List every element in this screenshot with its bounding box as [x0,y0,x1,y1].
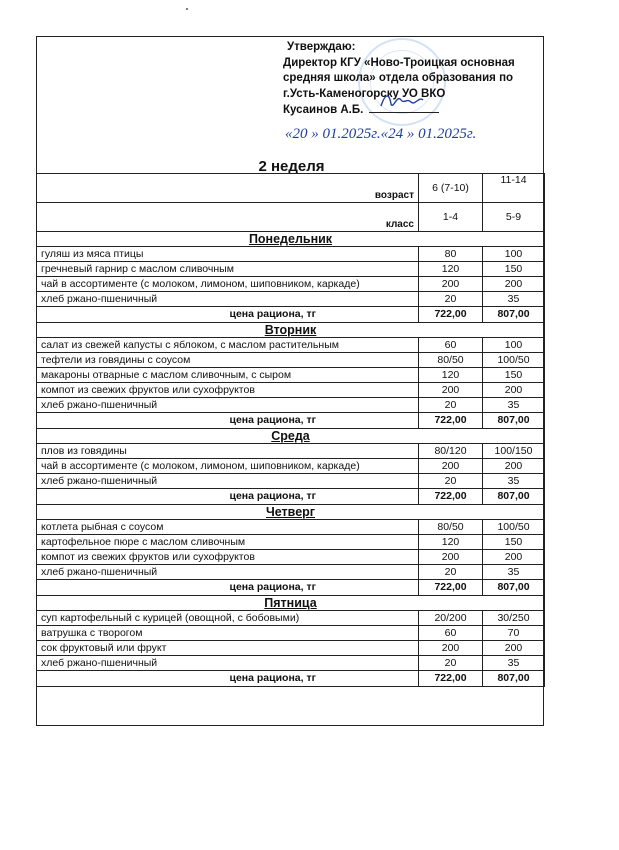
portion-1-4: 20 [419,565,483,580]
table-row [37,641,545,656]
approval-dates: «20 » 01.2025г.«24 » 01.2025г. [285,126,477,142]
day-row [37,596,545,611]
table-row [37,247,545,262]
price-5-9: 807,00 [483,307,545,323]
table-row [37,550,545,565]
age-label: возраст [37,174,419,203]
portion-1-4: 20/200 [419,611,483,626]
day-name: Вторник [37,323,545,338]
portion-5-9: 200 [483,641,545,656]
price-1-4: 722,00 [419,580,483,596]
dish-name: сок фруктовый или фрукт [37,641,419,656]
class-label: класс [37,203,419,232]
approval-block [283,40,515,119]
portion-1-4: 120 [419,535,483,550]
signature-line [369,102,439,113]
approval-signer-row [283,102,515,119]
dish-name: чай в ассортименте (с молоком, лимоном, шиповником, каркаде) [37,459,419,474]
price-label: цена рациона, тг [37,307,419,323]
table-row [37,398,545,413]
portion-1-4: 200 [419,550,483,565]
table-row [37,338,545,353]
dish-name: суп картофельный с курицей (овощной, с бобовыми) [37,611,419,626]
price-5-9: 807,00 [483,580,545,596]
portion-5-9: 70 [483,626,545,641]
portion-1-4: 200 [419,459,483,474]
price-row [37,489,545,505]
class-col-1: 1-4 [419,203,483,232]
table-row [37,459,545,474]
portion-5-9: 200 [483,383,545,398]
portion-5-9: 35 [483,565,545,580]
dish-name: хлеб ржано-пшеничный [37,656,419,671]
portion-5-9: 200 [483,459,545,474]
portion-1-4: 80/120 [419,444,483,459]
price-5-9: 807,00 [483,489,545,505]
price-1-4: 722,00 [419,307,483,323]
dish-name: салат из свежей капусты с яблоком, с маслом растительным [37,338,419,353]
price-label: цена рациона, тг [37,580,419,596]
age-col-1: 6 (7-10) [419,174,483,203]
table-row [37,292,545,307]
table-row [37,383,545,398]
table-row [37,535,545,550]
portion-1-4: 60 [419,626,483,641]
portion-1-4: 200 [419,277,483,292]
portion-5-9: 100 [483,247,545,262]
price-label: цена рациона, тг [37,671,419,687]
portion-5-9: 35 [483,656,545,671]
day-name: Среда [37,429,545,444]
portion-1-4: 60 [419,338,483,353]
portion-1-4: 20 [419,398,483,413]
portion-1-4: 20 [419,292,483,307]
menu-table [36,173,545,687]
portion-5-9: 150 [483,368,545,383]
table-row [37,520,545,535]
day-name: Четверг [37,505,545,520]
price-row [37,671,545,687]
portion-1-4: 200 [419,383,483,398]
dish-name: тефтели из говядины с соусом [37,353,419,368]
age-col-2: 11-14 [483,174,545,203]
portion-5-9: 200 [483,277,545,292]
dish-name: хлеб ржано-пшеничный [37,565,419,580]
portion-5-9: 35 [483,398,545,413]
day-row [37,323,545,338]
portion-5-9: 150 [483,262,545,277]
table-row [37,444,545,459]
dish-name: хлеб ржано-пшеничный [37,474,419,489]
dish-name: хлеб ржано-пшеничный [37,292,419,307]
dish-name: ватрушка с творогом [37,626,419,641]
price-1-4: 722,00 [419,413,483,429]
portion-1-4: 200 [419,641,483,656]
day-name: Понедельник [37,232,545,247]
dish-name: картофельное пюре с маслом сливочным [37,535,419,550]
day-name: Пятница [37,596,545,611]
portion-1-4: 120 [419,262,483,277]
age-header-row [37,174,545,203]
approval-line-1: Утверждаю: [287,41,356,53]
table-row [37,626,545,641]
price-row [37,307,545,323]
approval-line-2: Директор КГУ «Ново-Троицкая основная [283,56,515,69]
portion-1-4: 20 [419,474,483,489]
price-5-9: 807,00 [483,413,545,429]
price-5-9: 807,00 [483,671,545,687]
portion-1-4: 20 [419,656,483,671]
dish-name: гречневый гарнир с маслом сливочным [37,262,419,277]
portion-5-9: 35 [483,292,545,307]
dish-name: макароны отварные с маслом сливочным, с сыром [37,368,419,383]
portion-5-9: 30/250 [483,611,545,626]
portion-1-4: 80/50 [419,520,483,535]
table-row [37,262,545,277]
day-row [37,232,545,247]
table-row [37,368,545,383]
portion-5-9: 100/50 [483,520,545,535]
portion-1-4: 80 [419,247,483,262]
portion-5-9: 35 [483,474,545,489]
class-header-row [37,203,545,232]
table-row [37,656,545,671]
portion-5-9: 100 [483,338,545,353]
approval-line-3: средняя школа» отдела образования по [283,72,514,84]
portion-1-4: 120 [419,368,483,383]
price-1-4: 722,00 [419,489,483,505]
dish-name: котлета рыбная с соусом [37,520,419,535]
dish-name: чай в ассортименте (с молоком, лимоном, шиповником, каркаде) [37,277,419,292]
approval-signer: Кусаинов А.Б. [283,104,364,116]
dish-name: плов из говядины [37,444,419,459]
portion-1-4: 80/50 [419,353,483,368]
table-row [37,474,545,489]
price-label: цена рациона, тг [37,413,419,429]
dish-name: хлеб ржано-пшеничный [37,398,419,413]
class-col-2: 5-9 [483,203,545,232]
table-row [37,565,545,580]
approval-line-4: г.Усть-Каменогорску УО ВКО [283,87,446,100]
table-row [37,611,545,626]
dish-name: компот из свежих фруктов или сухофруктов [37,550,419,565]
week-title-text: 2 неделя [258,158,325,175]
day-row [37,429,545,444]
portion-5-9: 200 [483,550,545,565]
portion-5-9: 150 [483,535,545,550]
price-label: цена рациона, тг [37,489,419,505]
price-row [37,413,545,429]
scan-dot [186,8,188,10]
signature-icon [377,90,427,112]
portion-5-9: 100/150 [483,444,545,459]
price-row [37,580,545,596]
table-row [37,353,545,368]
day-row [37,505,545,520]
dish-name: компот из свежих фруктов или сухофруктов [37,383,419,398]
price-1-4: 722,00 [419,671,483,687]
table-row [37,277,545,292]
portion-5-9: 100/50 [483,353,545,368]
dish-name: гуляш из мяса птицы [37,247,419,262]
